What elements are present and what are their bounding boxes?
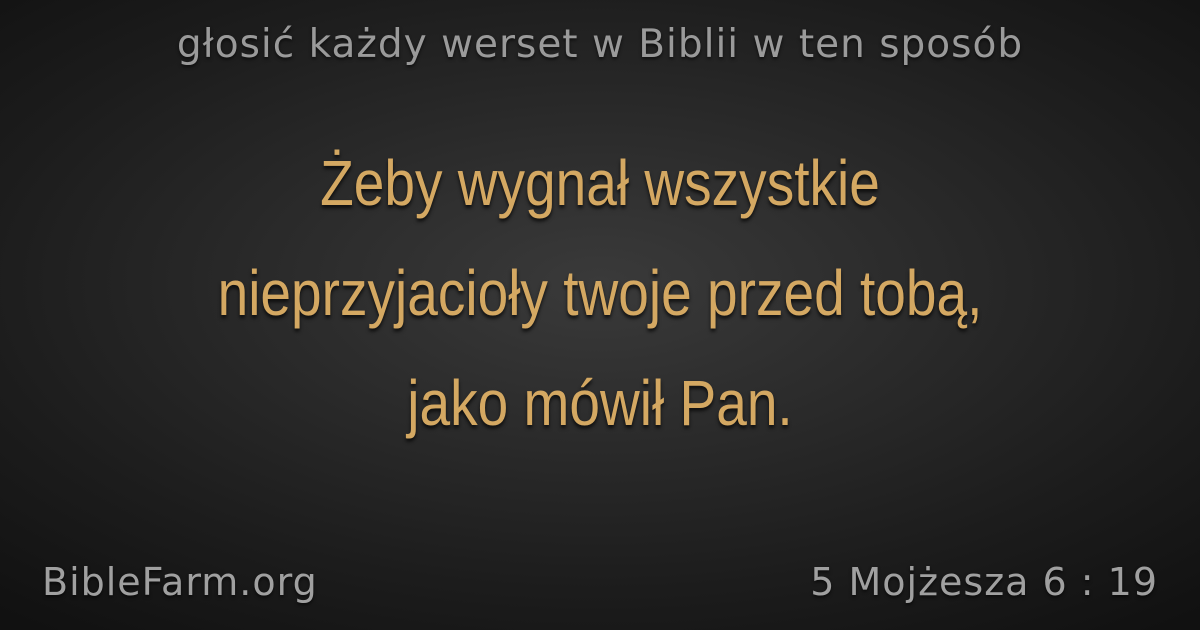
header-tagline: głosić każdy werset w Biblii w ten sposób: [176, 22, 1024, 67]
verse-line: Żeby wygnał wszystkie: [320, 147, 880, 219]
verse-line: nieprzyjacioły twoje przed tobą,: [217, 257, 983, 329]
site-name: BibleFarm.org: [42, 560, 318, 604]
verse-reference: 5 Mojżesza 6 : 19: [810, 560, 1158, 604]
verse-text: [118, 128, 1081, 458]
verse-line: jako mówił Pan.: [407, 367, 793, 439]
